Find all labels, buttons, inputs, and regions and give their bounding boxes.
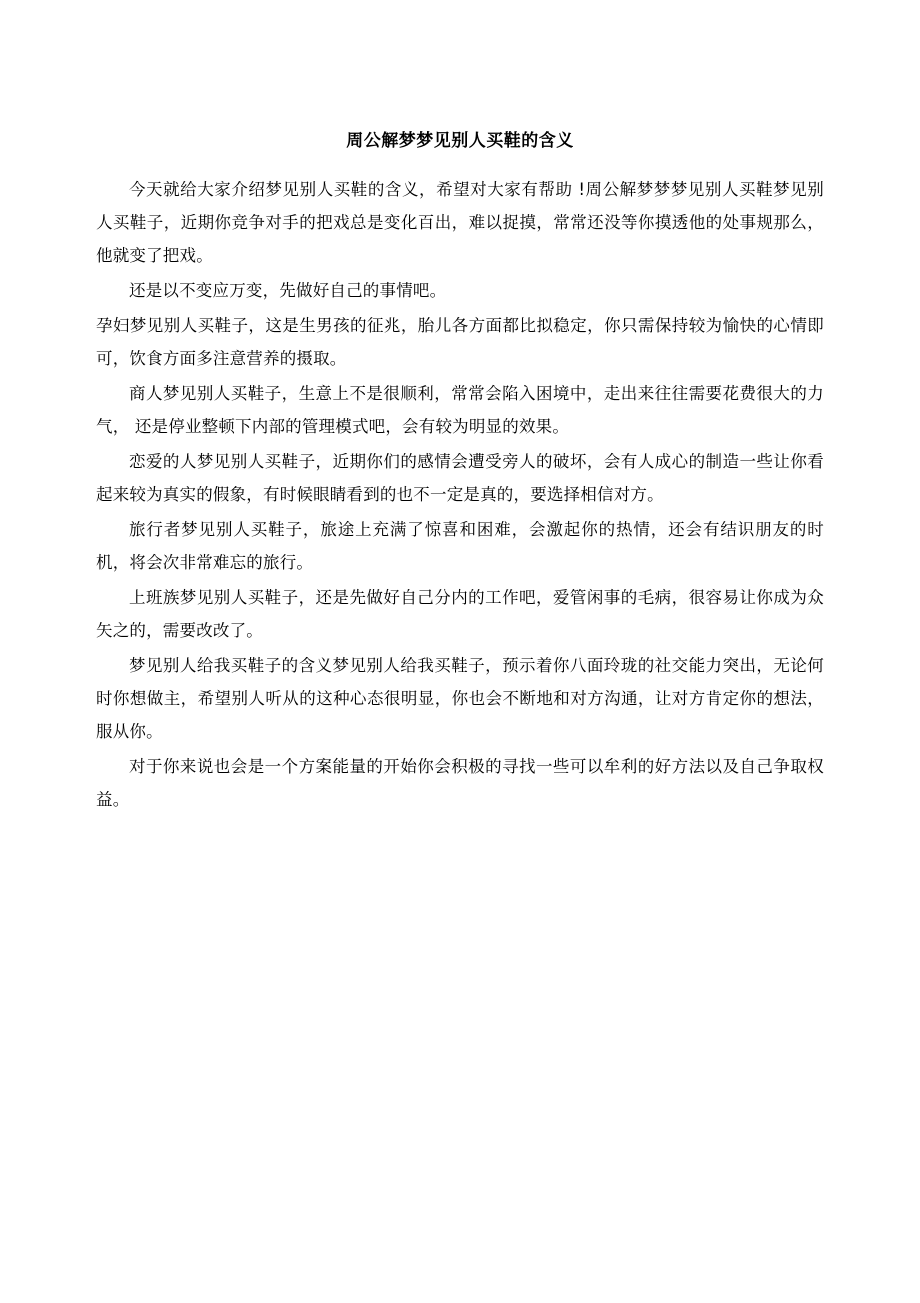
paragraph: 恋爱的人梦见别人买鞋子，近期你们的感情会遭受旁人的破坏，会有人成心的制造一些让你看起来较为真实的假象，有时候眼睛看到的也不一定是真的，要选择相信对方。 — [96, 452, 824, 505]
paragraph: 今天就给大家介绍梦见别人买鞋的含义，希望对大家有帮助 !周公解梦梦梦见别人买鞋梦见别人买鞋子，近期你竞争对手的把戏总是变化百出，难以捉摸，常常还没等你摸透他的处事规那么，他就变了把戏。 — [96, 180, 824, 266]
paragraph: 上班族梦见别人买鞋子，还是先做好自己分内的工作吧，爱管闲事的毛病，很容易让你成为众矢之的，需要改改了。 — [96, 588, 824, 641]
document-body — [96, 128, 824, 818]
paragraph: 对于你来说也会是一个方案能量的开始你会积极的寻找一些可以牟利的好方法以及自己争取权益。 — [96, 757, 824, 810]
paragraph: 还是以不变应万变，先做好自己的事情吧。 — [129, 281, 447, 301]
paragraph: 孕妇梦见别人买鞋子，这是生男孩的征兆，胎儿各方面都比拟稳定，你只需保持较为愉快的心情即可，饮食方面多注意营养的摄取。 — [96, 316, 824, 369]
paragraph: 商人梦见别人买鞋子，生意上不是很顺利，常常会陷入困境中，走出来往往需要花费很大的力气， 还是停业整顿下内部的管理模式吧，会有较为明显的效果。 — [96, 384, 824, 437]
paragraph: 梦见别人给我买鞋子的含义梦见别人给我买鞋子，预示着你八面玲珑的社交能力突出，无论何时你想做主，希望别人听从的这种心态很明显，你也会不断地和对方沟通，让对方肯定你的想法，服从你。 — [96, 656, 824, 742]
page-title: 周公解梦梦见别人买鞋的含义 — [346, 131, 574, 151]
paragraph: 旅行者梦见别人买鞋子，旅途上充满了惊喜和困难，会激起你的热情，还会有结识朋友的时机，将会次非常难忘的旅行。 — [96, 520, 824, 573]
